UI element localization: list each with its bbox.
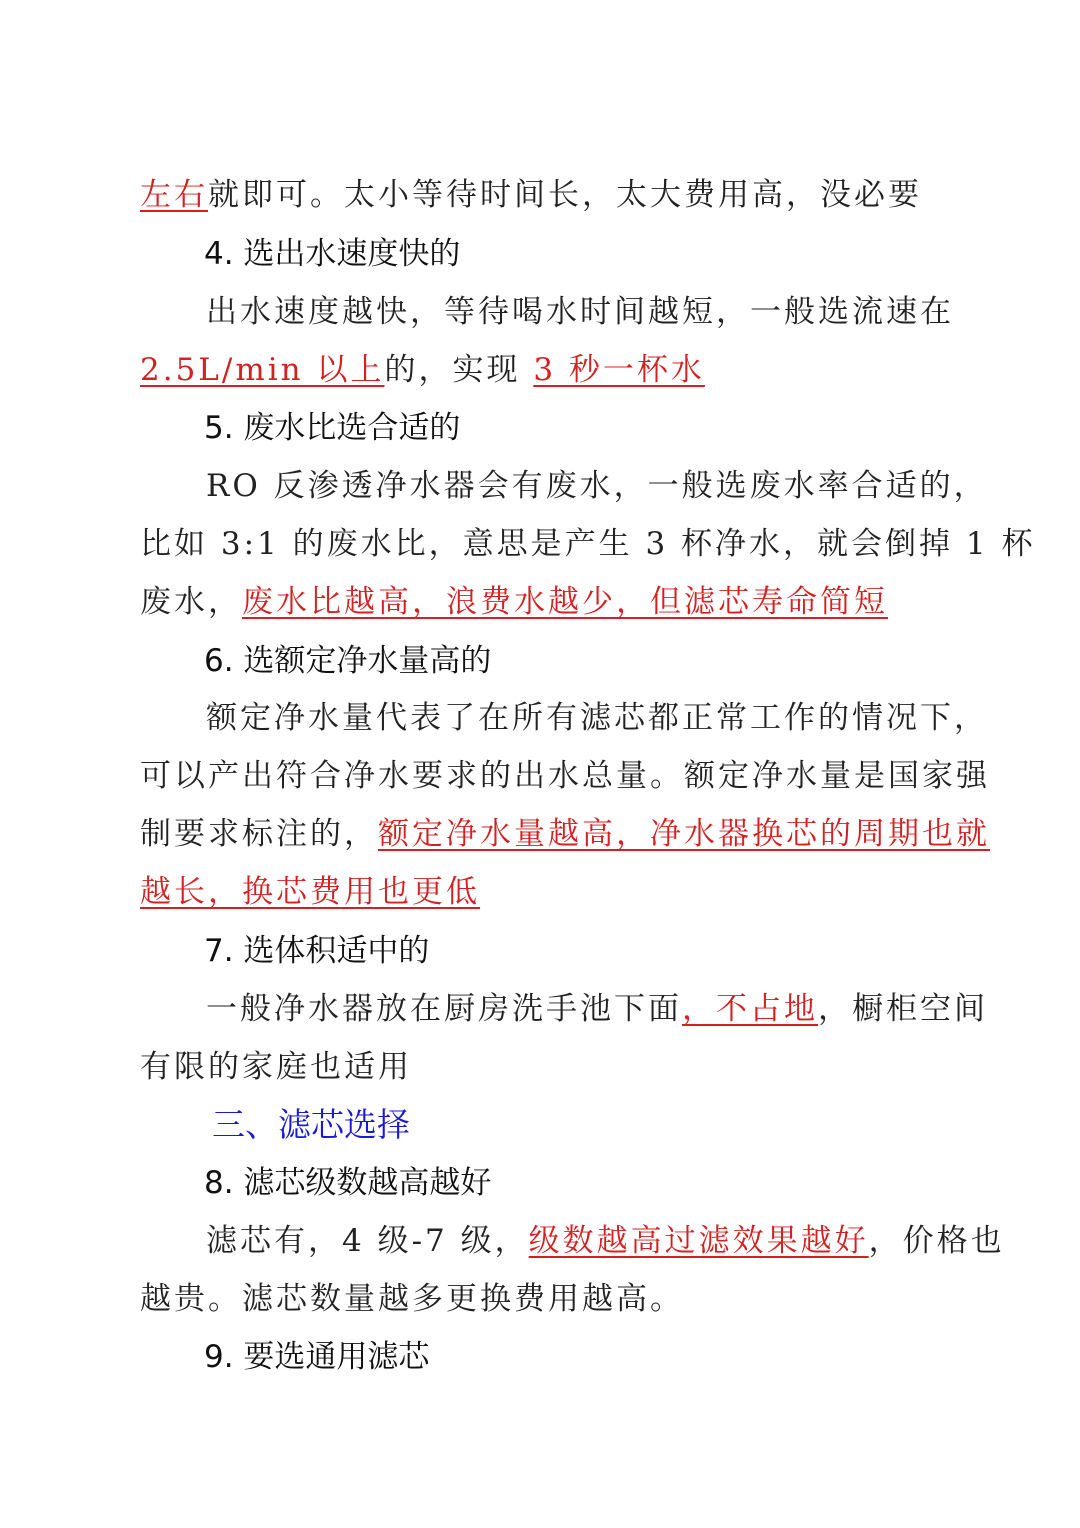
highlight-text: 级数越高过滤效果越好 xyxy=(528,1223,869,1259)
body-text: 比如 3:1 的废水比，意思是产生 3 杯净水，就会倒掉 1 杯 xyxy=(140,526,1036,562)
paragraph-line-10 xyxy=(206,700,1016,736)
paragraph-line-19 xyxy=(206,1223,1016,1259)
body-text: RO 反渗透净水器会有废水，一般选废水率合适的， xyxy=(206,468,988,504)
heading-7: 7. 选体积适中的 xyxy=(204,933,430,969)
body-text: 就即可。太小等待时间长，太大费用高，没必要 xyxy=(208,177,922,213)
highlight-text: 左右 xyxy=(140,177,208,213)
paragraph-line-6 xyxy=(206,468,1016,504)
paragraph-line-4 xyxy=(140,352,950,388)
body-text: 有限的家庭也适用 xyxy=(140,1049,412,1085)
body-text: 出水速度越快，等待喝水时间越短，一般选流速在 xyxy=(206,294,954,330)
body-text: 废水， xyxy=(140,584,242,620)
paragraph-line-16 xyxy=(140,1049,950,1085)
highlight-text: ，不占地 xyxy=(682,991,818,1027)
heading-6: 6. 选额定净水量高的 xyxy=(204,643,492,679)
paragraph-line-1 xyxy=(140,177,950,213)
body-text: 可以产出符合净水要求的出水总量。额定净水量是国家强 xyxy=(140,758,990,794)
heading-5: 5. 废水比选合适的 xyxy=(204,410,461,446)
section-title: 三、滤芯选择 xyxy=(212,1105,410,1144)
body-text: 制要求标注的， xyxy=(140,816,378,852)
paragraph-line-11 xyxy=(140,758,990,794)
paragraph-line-13 xyxy=(140,874,950,910)
highlight-text: 2.5L/min 以上 xyxy=(140,352,385,388)
highlight-text: 废水比越高，浪费水越少，但滤芯寿命简短 xyxy=(242,584,888,620)
heading-4: 4. 选出水速度快的 xyxy=(204,236,461,272)
highlight-text: 越长，换芯费用也更低 xyxy=(140,874,480,910)
body-text: 越贵。滤芯数量越多更换费用越高。 xyxy=(140,1281,684,1317)
paragraph-line-15 xyxy=(206,991,1016,1027)
paragraph-line-7 xyxy=(140,526,1036,562)
highlight-text: 3 秒一杯水 xyxy=(533,352,705,388)
heading-8: 8. 滤芯级数越高越好 xyxy=(204,1165,492,1201)
highlight-text: 额定净水量越高，净水器换芯的周期也就 xyxy=(378,816,990,852)
body-text: 额定净水量代表了在所有滤芯都正常工作的情况下， xyxy=(206,700,988,736)
paragraph-line-12 xyxy=(140,816,990,852)
paragraph-line-20 xyxy=(140,1281,950,1317)
heading-9: 9. 要选通用滤芯 xyxy=(204,1339,430,1375)
body-text: 一般净水器放在厨房洗手池下面 xyxy=(206,991,682,1027)
body-text: 滤芯有，4 级-7 级， xyxy=(206,1223,529,1259)
body-text: 的，实现 xyxy=(384,352,534,388)
paragraph-line-8 xyxy=(140,584,950,620)
paragraph-line-3 xyxy=(206,294,1016,330)
body-text: ，橱柜空间 xyxy=(818,991,988,1027)
body-text: ，价格也 xyxy=(868,1223,1005,1259)
